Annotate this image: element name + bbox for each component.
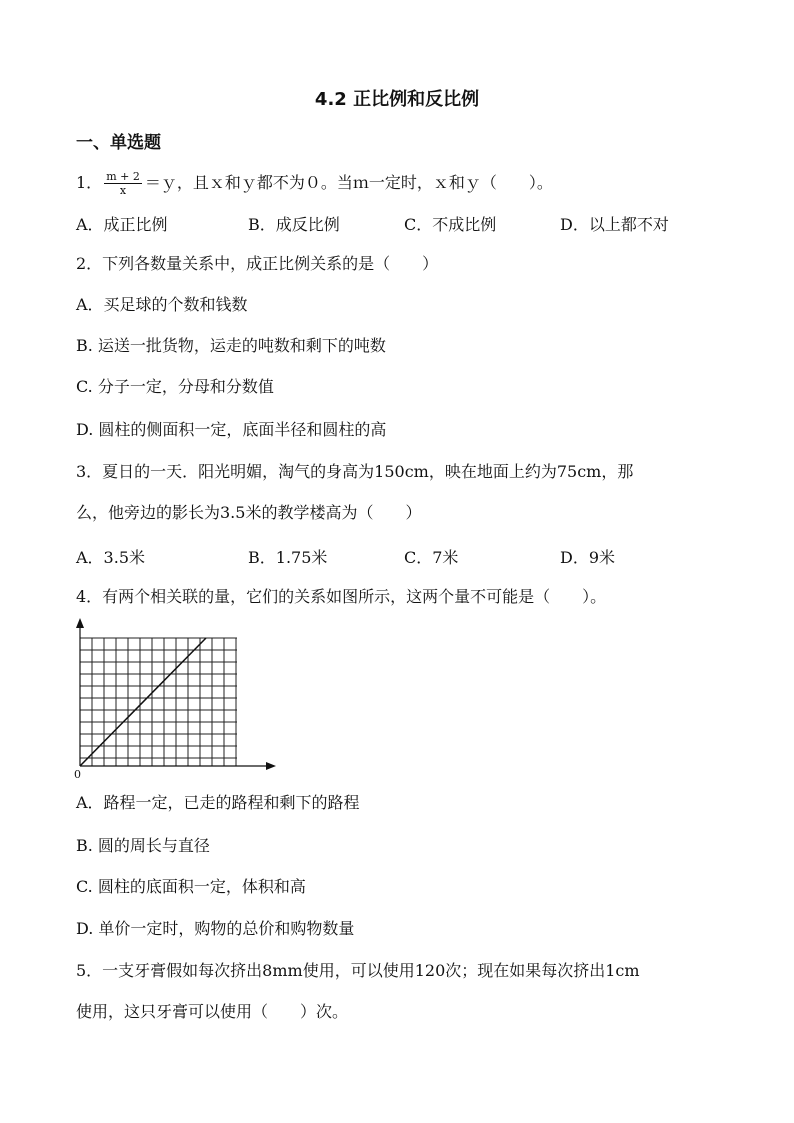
q1-option-b: B．成反比例 xyxy=(248,215,340,234)
x-axis-arrow xyxy=(266,762,276,770)
graph-grid xyxy=(80,638,237,766)
q4-option-a: A．路程一定，已走的路程和剩下的路程 xyxy=(76,793,360,812)
q3-option-d: D．9米 xyxy=(560,548,616,567)
q1-option-c: C．不成比例 xyxy=(404,215,497,234)
fraction-numerator: m + 2 xyxy=(106,170,140,183)
question-3-line-1: 3．夏日的一天．阳光明媚，淘气的身高为150cm，映在地面上约为75cm，那 xyxy=(76,462,634,481)
q3-option-a: A．3.5米 xyxy=(76,548,146,567)
origin-label: 0 xyxy=(74,768,81,780)
fraction xyxy=(104,170,142,197)
q4-option-c: C. 圆柱的底面积一定，体积和高 xyxy=(76,877,306,896)
graph-axes xyxy=(80,624,268,766)
page-title: 4.2 正比例和反比例 xyxy=(314,89,480,110)
y-axis-arrow xyxy=(76,618,84,628)
question-5-line-1: 5．一支牙膏假如每次挤出8mm使用，可以使用120次；现在如果每次挤出1cm xyxy=(76,961,640,980)
question-1 xyxy=(76,170,553,197)
proportional-line xyxy=(80,638,206,766)
question-2: 2．下列各数量关系中，成正比例关系的是（ ） xyxy=(76,254,439,273)
q4-option-d: D. 单价一定时，购物的总价和购物数量 xyxy=(76,919,355,938)
section-heading: 一、单选题 xyxy=(76,133,161,153)
q2-option-a: A．买足球的个数和钱数 xyxy=(76,295,248,314)
q1-option-a: A．成正比例 xyxy=(76,215,168,234)
fraction-denominator: x xyxy=(119,184,127,197)
question-number: 1． xyxy=(76,173,103,192)
question-3-line-2: 么，他旁边的影长为3.5米的教学楼高为（ ） xyxy=(76,503,422,522)
q3-option-c: C．7米 xyxy=(404,548,459,567)
relationship-graph xyxy=(72,618,282,780)
q2-option-d: D. 圆柱的侧面积一定，底面半径和圆柱的高 xyxy=(76,420,387,439)
q1-option-d: D．以上都不对 xyxy=(560,215,669,234)
q2-option-b: B. 运送一批货物，运走的吨数和剩下的吨数 xyxy=(76,336,386,355)
question-text: ＝ｙ，且ｘ和ｙ都不为０。当ｍ一定时，ｘ和ｙ（ ）。 xyxy=(144,173,553,192)
q3-option-b: B．1.75米 xyxy=(248,548,328,567)
q4-option-b: B. 圆的周长与直径 xyxy=(76,836,210,855)
question-5-line-2: 使用，这只牙膏可以使用（ ）次。 xyxy=(76,1002,349,1021)
q2-option-c: C. 分子一定，分母和分数值 xyxy=(76,377,274,396)
question-4: 4．有两个相关联的量，它们的关系如图所示，这两个量不可能是（ ）。 xyxy=(76,587,607,606)
